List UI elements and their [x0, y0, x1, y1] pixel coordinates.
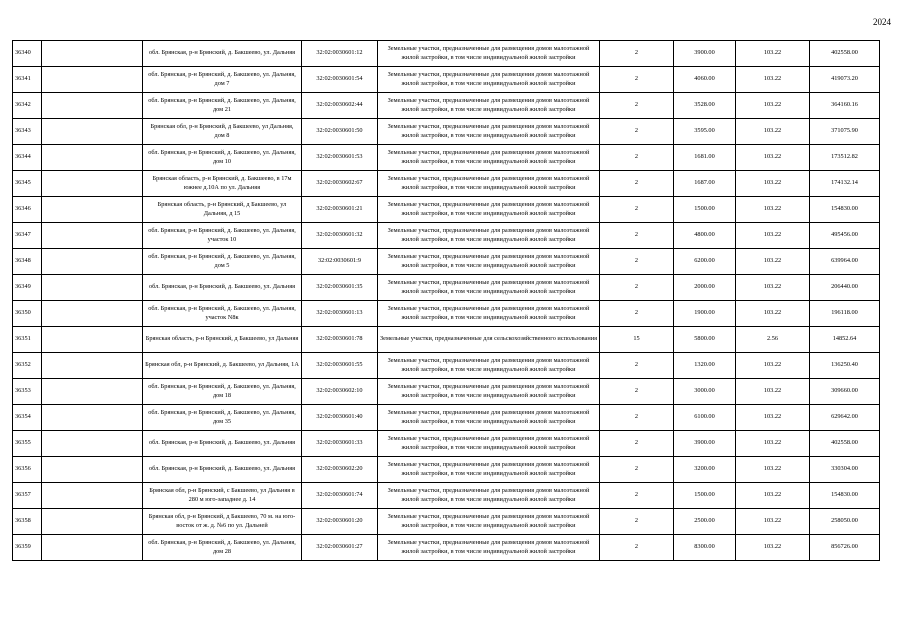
land-purpose-cell: Земельные участки, предназначенные для размещения домов малоэтажной жилой застройки, в том числе индивидуальной жилой застройки — [378, 353, 600, 379]
specific-value-cell: 103.22 — [736, 119, 810, 145]
land-purpose-cell: Земельные участки, предназначенные для размещения домов малоэтажной жилой застройки, в том числе индивидуальной жилой застройки — [378, 145, 600, 171]
address-cell: обл. Брянская, р-н Брянский, д. Бакшеево, ул. Дальняя — [143, 41, 302, 67]
empty-cell — [42, 249, 143, 275]
specific-value-cell: 103.22 — [736, 145, 810, 171]
cadastral-number-cell: 32:02:0030601:35 — [302, 275, 378, 301]
address-cell: обл. Брянская, р-н Брянский, д. Бакшеево, ул. Дальняя, дом 10 — [143, 145, 302, 171]
cadastral-value-cell: 495456.00 — [810, 223, 880, 249]
group-code-cell: 2 — [600, 93, 674, 119]
group-code-cell: 2 — [600, 67, 674, 93]
group-code-cell: 2 — [600, 535, 674, 561]
row-number: 36348 — [13, 249, 42, 275]
land-purpose-cell: Земельные участки, предназначенные для размещения домов малоэтажной жилой застройки, в том числе индивидуальной жилой застройки — [378, 41, 600, 67]
address-cell: обл. Брянская, р-н Брянский, д. Бакшеево, ул. Дальняя, участок 10 — [143, 223, 302, 249]
empty-cell — [42, 457, 143, 483]
cadastral-number-cell: 32:02:0030601:40 — [302, 405, 378, 431]
specific-value-cell: 103.22 — [736, 483, 810, 509]
area-cell: 2500.00 — [674, 509, 736, 535]
table-row — [13, 249, 880, 275]
specific-value-cell: 2.56 — [736, 327, 810, 353]
cadastral-number-cell: 32:02:0030601:27 — [302, 535, 378, 561]
address-cell: обл. Брянская, р-н Брянский, д. Бакшеево, ул. Дальняя, дом 21 — [143, 93, 302, 119]
group-code-cell: 15 — [600, 327, 674, 353]
cadastral-number-cell: 32:02:0030601:20 — [302, 509, 378, 535]
specific-value-cell: 103.22 — [736, 535, 810, 561]
cadastral-number-cell: 32:02:0030602:44 — [302, 93, 378, 119]
land-purpose-cell: Земельные участки, предназначенные для размещения домов малоэтажной жилой застройки, в том числе индивидуальной жилой застройки — [378, 171, 600, 197]
land-purpose-cell: Земельные участки, предназначенные для размещения домов малоэтажной жилой застройки, в том числе индивидуальной жилой застройки — [378, 457, 600, 483]
land-purpose-cell: Земельные участки, предназначенные для размещения домов малоэтажной жилой застройки, в том числе индивидуальной жилой застройки — [378, 509, 600, 535]
land-purpose-cell: Земельные участки, предназначенные для размещения домов малоэтажной жилой застройки, в том числе индивидуальной жилой застройки — [378, 93, 600, 119]
row-number: 36351 — [13, 327, 42, 353]
table-row — [13, 379, 880, 405]
empty-cell — [42, 509, 143, 535]
group-code-cell: 2 — [600, 483, 674, 509]
area-cell: 1687.00 — [674, 171, 736, 197]
group-code-cell: 2 — [600, 431, 674, 457]
table-row — [13, 171, 880, 197]
land-purpose-cell: Земельные участки, предназначенные для размещения домов малоэтажной жилой застройки, в том числе индивидуальной жилой застройки — [378, 483, 600, 509]
land-purpose-cell: Земельные участки, предназначенные для размещения домов малоэтажной жилой застройки, в том числе индивидуальной жилой застройки — [378, 223, 600, 249]
specific-value-cell: 103.22 — [736, 171, 810, 197]
table-row — [13, 145, 880, 171]
specific-value-cell: 103.22 — [736, 275, 810, 301]
area-cell: 1320.00 — [674, 353, 736, 379]
cadastral-value-table — [12, 40, 880, 561]
address-cell: обл. Брянская, р-н Брянский, д. Бакшеево, ул. Дальняя, дом 28 — [143, 535, 302, 561]
cadastral-value-cell: 173512.82 — [810, 145, 880, 171]
empty-cell — [42, 405, 143, 431]
group-code-cell: 2 — [600, 509, 674, 535]
cadastral-value-cell: 309660.00 — [810, 379, 880, 405]
cadastral-number-cell: 32:02:0030601:33 — [302, 431, 378, 457]
land-purpose-cell: Земельные участки, предназначенные для размещения домов малоэтажной жилой застройки, в том числе индивидуальной жилой застройки — [378, 249, 600, 275]
empty-cell — [42, 67, 143, 93]
specific-value-cell: 103.22 — [736, 223, 810, 249]
empty-cell — [42, 301, 143, 327]
area-cell: 8300.00 — [674, 535, 736, 561]
group-code-cell: 2 — [600, 119, 674, 145]
specific-value-cell: 103.22 — [736, 41, 810, 67]
area-cell: 1500.00 — [674, 483, 736, 509]
group-code-cell: 2 — [600, 301, 674, 327]
address-cell: обл. Брянская, р-н Брянский, д. Бакшеево, ул. Дальняя, дом 5 — [143, 249, 302, 275]
cadastral-number-cell: 32:02:0030601:53 — [302, 145, 378, 171]
empty-cell — [42, 483, 143, 509]
cadastral-value-cell: 196118.00 — [810, 301, 880, 327]
area-cell: 5800.00 — [674, 327, 736, 353]
row-number: 36352 — [13, 353, 42, 379]
specific-value-cell: 103.22 — [736, 431, 810, 457]
specific-value-cell: 103.22 — [736, 301, 810, 327]
row-number: 36359 — [13, 535, 42, 561]
row-number: 36358 — [13, 509, 42, 535]
cadastral-value-cell: 402558.00 — [810, 431, 880, 457]
group-code-cell: 2 — [600, 41, 674, 67]
cadastral-number-cell: 32:02:0030601:74 — [302, 483, 378, 509]
cadastral-value-cell: 136250.40 — [810, 353, 880, 379]
row-number: 36340 — [13, 41, 42, 67]
row-number: 36354 — [13, 405, 42, 431]
address-cell: Брянская область, р-н Брянский, д Бакшеево, ул Дальняя, д 15 — [143, 197, 302, 223]
area-cell: 6100.00 — [674, 405, 736, 431]
area-cell: 3200.00 — [674, 457, 736, 483]
table-row — [13, 327, 880, 353]
row-number: 36353 — [13, 379, 42, 405]
cadastral-value-cell: 258050.00 — [810, 509, 880, 535]
specific-value-cell: 103.22 — [736, 509, 810, 535]
cadastral-number-cell: 32:02:0030601:9 — [302, 249, 378, 275]
specific-value-cell: 103.22 — [736, 379, 810, 405]
table-row — [13, 353, 880, 379]
row-number: 36355 — [13, 431, 42, 457]
table-row — [13, 509, 880, 535]
cadastral-value-cell: 639964.00 — [810, 249, 880, 275]
empty-cell — [42, 41, 143, 67]
cadastral-value-cell: 330304.00 — [810, 457, 880, 483]
cadastral-value-cell: 14852.64 — [810, 327, 880, 353]
row-number: 36356 — [13, 457, 42, 483]
cadastral-number-cell: 32:02:0030601:13 — [302, 301, 378, 327]
cadastral-number-cell: 32:02:0030601:78 — [302, 327, 378, 353]
area-cell: 6200.00 — [674, 249, 736, 275]
row-number: 36346 — [13, 197, 42, 223]
land-purpose-cell: Земельные участки, предназначенные для размещения домов малоэтажной жилой застройки, в том числе индивидуальной жилой застройки — [378, 535, 600, 561]
area-cell: 1900.00 — [674, 301, 736, 327]
address-cell: Брянская область, р-н Брянский, д. Бакшеево, в 17м южнее д.10А по ул. Дальняя — [143, 171, 302, 197]
specific-value-cell: 103.22 — [736, 93, 810, 119]
group-code-cell: 2 — [600, 197, 674, 223]
row-number: 36350 — [13, 301, 42, 327]
address-cell: Брянская обл, р-н Брянский, д. Бакшеево, ул Дальняя, 1А — [143, 353, 302, 379]
address-cell: Брянская обл, р-н Брянский, с Бакшеево, ул Дальняя в 280 м юго-западнее д. 14 — [143, 483, 302, 509]
address-cell: Брянская обл, р-н Брянский, д Бакшеево, ул Дальняя, дом 8 — [143, 119, 302, 145]
empty-cell — [42, 93, 143, 119]
area-cell: 3900.00 — [674, 41, 736, 67]
specific-value-cell: 103.22 — [736, 405, 810, 431]
row-number: 36343 — [13, 119, 42, 145]
empty-cell — [42, 119, 143, 145]
group-code-cell: 2 — [600, 223, 674, 249]
group-code-cell: 2 — [600, 145, 674, 171]
cadastral-value-cell: 154830.00 — [810, 483, 880, 509]
row-number: 36347 — [13, 223, 42, 249]
land-purpose-cell: Земельные участки, предназначенные для размещения домов малоэтажной жилой застройки, в том числе индивидуальной жилой застройки — [378, 405, 600, 431]
group-code-cell: 2 — [600, 405, 674, 431]
address-cell: обл. Брянская, р-н Брянский, д. Бакшеево, ул. Дальняя, дом 35 — [143, 405, 302, 431]
table-body — [13, 41, 880, 561]
cadastral-value-cell: 371075.90 — [810, 119, 880, 145]
area-cell: 3000.00 — [674, 379, 736, 405]
table-row — [13, 301, 880, 327]
cadastral-value-cell: 419073.20 — [810, 67, 880, 93]
table-row — [13, 119, 880, 145]
empty-cell — [42, 379, 143, 405]
cadastral-value-cell: 154830.00 — [810, 197, 880, 223]
row-number: 36357 — [13, 483, 42, 509]
cadastral-number-cell: 32:02:0030601:54 — [302, 67, 378, 93]
cadastral-number-cell: 32:02:0030602:10 — [302, 379, 378, 405]
specific-value-cell: 103.22 — [736, 197, 810, 223]
table-row — [13, 457, 880, 483]
table-row — [13, 405, 880, 431]
empty-cell — [42, 431, 143, 457]
group-code-cell: 2 — [600, 275, 674, 301]
specific-value-cell: 103.22 — [736, 249, 810, 275]
cadastral-value-cell: 364160.16 — [810, 93, 880, 119]
specific-value-cell: 103.22 — [736, 353, 810, 379]
cadastral-value-cell: 856726.00 — [810, 535, 880, 561]
land-purpose-cell: Земельные участки, предназначенные для размещения домов малоэтажной жилой застройки, в том числе индивидуальной жилой застройки — [378, 275, 600, 301]
cadastral-number-cell: 32:02:0030601:32 — [302, 223, 378, 249]
land-purpose-cell: Земельные участки, предназначенные для сельскохозяйственного использования — [378, 327, 600, 353]
cadastral-number-cell: 32:02:0030601:55 — [302, 353, 378, 379]
row-number: 36345 — [13, 171, 42, 197]
cadastral-value-cell: 206440.00 — [810, 275, 880, 301]
land-purpose-cell: Земельные участки, предназначенные для размещения домов малоэтажной жилой застройки, в том числе индивидуальной жилой застройки — [378, 431, 600, 457]
cadastral-number-cell: 32:02:0030601:21 — [302, 197, 378, 223]
land-purpose-cell: Земельные участки, предназначенные для размещения домов малоэтажной жилой застройки, в том числе индивидуальной жилой застройки — [378, 379, 600, 405]
address-cell: обл. Брянская, р-н Брянский, д. Бакшеево, ул. Дальняя — [143, 457, 302, 483]
cadastral-number-cell: 32:02:0030602:67 — [302, 171, 378, 197]
table-row — [13, 483, 880, 509]
empty-cell — [42, 171, 143, 197]
table-row — [13, 41, 880, 67]
table-row — [13, 67, 880, 93]
land-purpose-cell: Земельные участки, предназначенные для размещения домов малоэтажной жилой застройки, в том числе индивидуальной жилой застройки — [378, 197, 600, 223]
cadastral-number-cell: 32:02:0030602:20 — [302, 457, 378, 483]
address-cell: обл. Брянская, р-н Брянский, д. Бакшеево, ул. Дальняя, дом 18 — [143, 379, 302, 405]
table-row — [13, 223, 880, 249]
area-cell: 1500.00 — [674, 197, 736, 223]
group-code-cell: 2 — [600, 379, 674, 405]
cadastral-value-cell: 402558.00 — [810, 41, 880, 67]
area-cell: 3595.00 — [674, 119, 736, 145]
empty-cell — [42, 535, 143, 561]
address-cell: обл. Брянская, р-н Брянский, д. Бакшеево, ул. Дальняя, участок N8к — [143, 301, 302, 327]
address-cell: Брянская область, р-н Брянский, д Бакшеево, ул Дальняя — [143, 327, 302, 353]
empty-cell — [42, 275, 143, 301]
table-row — [13, 275, 880, 301]
address-cell: Брянская обл, р-н Брянский, д Бакшеево, 70 м. на юго-восток от ж. д. №6 по ул. Дальней — [143, 509, 302, 535]
area-cell: 4060.00 — [674, 67, 736, 93]
area-cell: 2000.00 — [674, 275, 736, 301]
table-row — [13, 535, 880, 561]
address-cell: обл. Брянская, р-н Брянский, д. Бакшеево, ул. Дальняя — [143, 431, 302, 457]
empty-cell — [42, 145, 143, 171]
land-purpose-cell: Земельные участки, предназначенные для размещения домов малоэтажной жилой застройки, в том числе индивидуальной жилой застройки — [378, 301, 600, 327]
page-number: 2024 — [873, 17, 891, 27]
area-cell: 4800.00 — [674, 223, 736, 249]
table-row — [13, 431, 880, 457]
row-number: 36349 — [13, 275, 42, 301]
group-code-cell: 2 — [600, 353, 674, 379]
group-code-cell: 2 — [600, 457, 674, 483]
empty-cell — [42, 327, 143, 353]
cadastral-number-cell: 32:02:0030601:12 — [302, 41, 378, 67]
empty-cell — [42, 353, 143, 379]
area-cell: 3528.00 — [674, 93, 736, 119]
specific-value-cell: 103.22 — [736, 67, 810, 93]
empty-cell — [42, 197, 143, 223]
cadastral-value-cell: 174132.14 — [810, 171, 880, 197]
row-number: 36341 — [13, 67, 42, 93]
group-code-cell: 2 — [600, 171, 674, 197]
area-cell: 3900.00 — [674, 431, 736, 457]
cadastral-value-cell: 629642.00 — [810, 405, 880, 431]
group-code-cell: 2 — [600, 249, 674, 275]
address-cell: обл. Брянская, р-н Брянский, д. Бакшеево, ул. Дальняя, дом 7 — [143, 67, 302, 93]
area-cell: 1681.00 — [674, 145, 736, 171]
table-row — [13, 197, 880, 223]
address-cell: обл. Брянская, р-н Брянский, д. Бакшеево, ул. Дальняя — [143, 275, 302, 301]
land-purpose-cell: Земельные участки, предназначенные для размещения домов малоэтажной жилой застройки, в том числе индивидуальной жилой застройки — [378, 119, 600, 145]
empty-cell — [42, 223, 143, 249]
land-purpose-cell: Земельные участки, предназначенные для размещения домов малоэтажной жилой застройки, в том числе индивидуальной жилой застройки — [378, 67, 600, 93]
row-number: 36344 — [13, 145, 42, 171]
cadastral-number-cell: 32:02:0030601:50 — [302, 119, 378, 145]
specific-value-cell: 103.22 — [736, 457, 810, 483]
table-row — [13, 93, 880, 119]
row-number: 36342 — [13, 93, 42, 119]
